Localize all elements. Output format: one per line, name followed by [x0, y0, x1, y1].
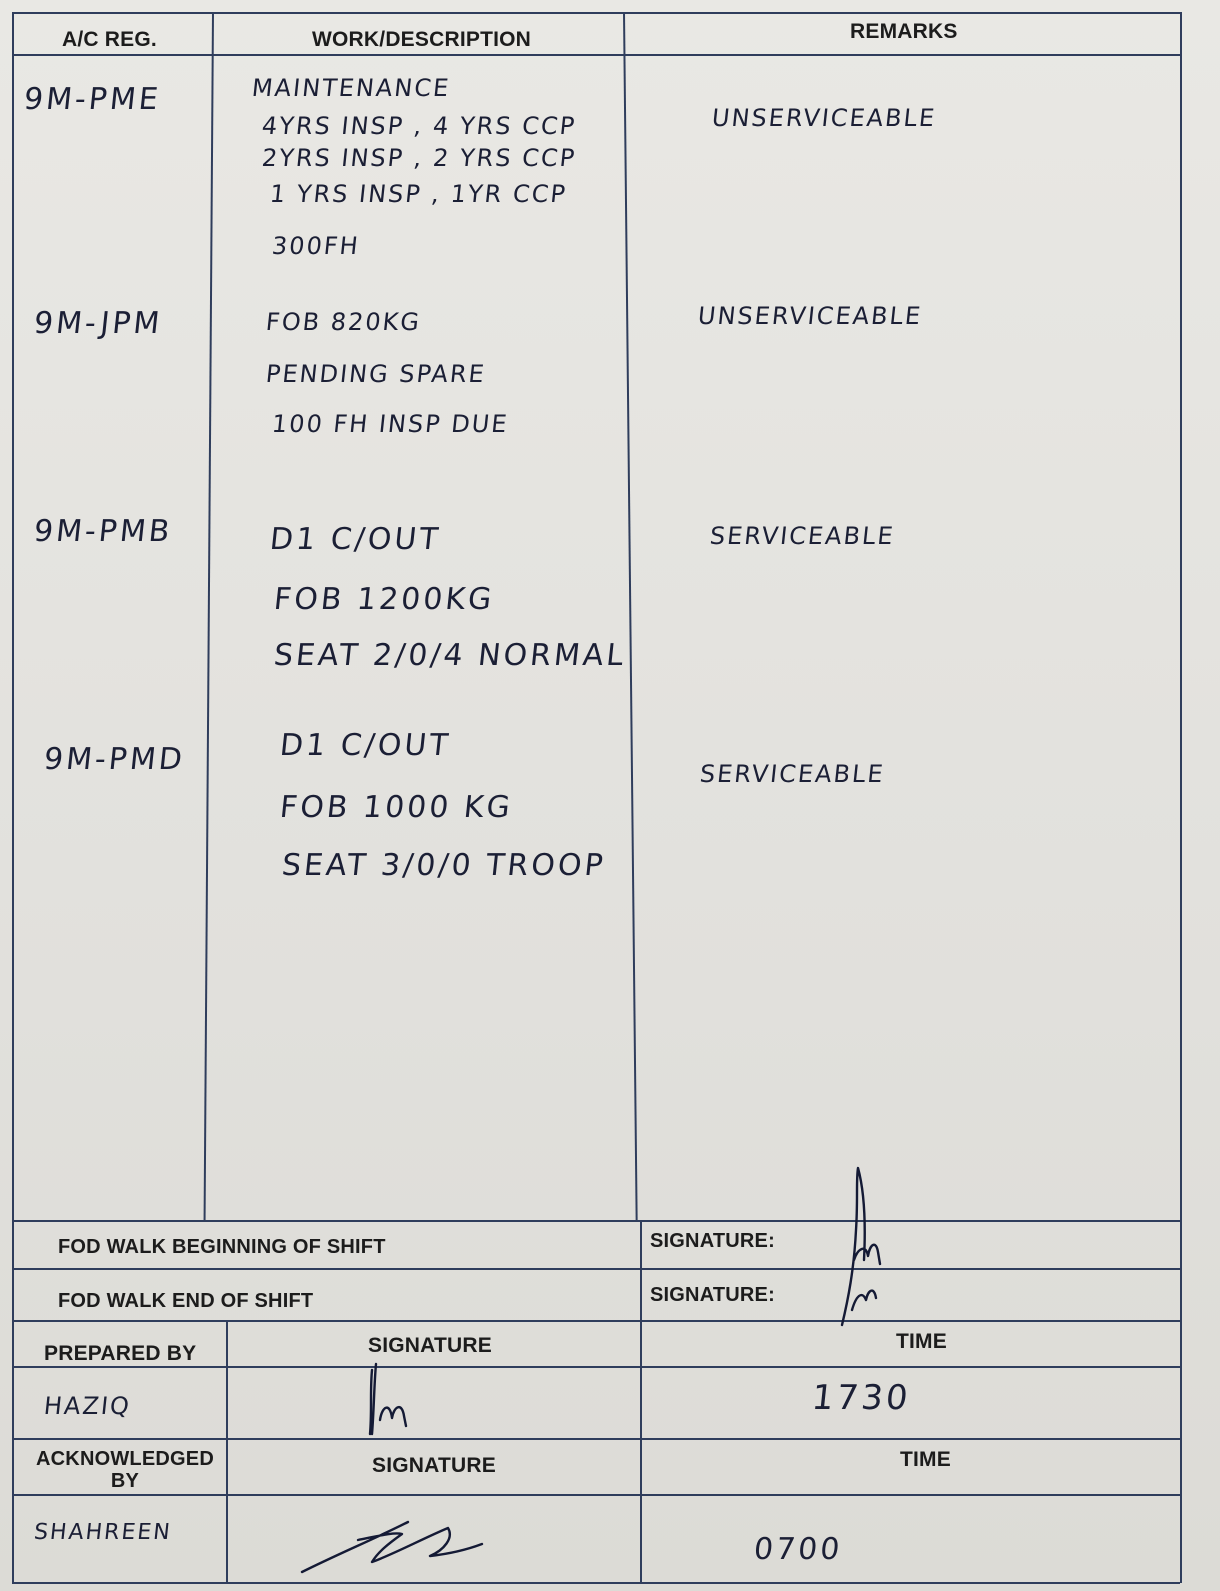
entry-remark: UNSERVICEABLE	[710, 104, 938, 132]
acknowledged-name: SHAHREEN	[32, 1520, 173, 1545]
table-bottom-rule	[12, 1220, 1180, 1222]
header-bottom-rule	[12, 54, 1180, 56]
right-rule	[1180, 12, 1182, 1583]
fod-walk-begin-label: FOD WALK BEGINNING OF SHIFT	[58, 1236, 386, 1258]
header-ac-reg: A/C REG.	[62, 28, 157, 51]
entry-work-line: D1 C/OUT	[268, 522, 443, 557]
entry-work-line: 300FH	[270, 232, 362, 260]
col-divider-2	[623, 12, 638, 1222]
entry-remark: UNSERVICEABLE	[696, 302, 924, 330]
entry-work-line: MAINTENANCE	[250, 74, 452, 102]
acknowledged-signature-label: SIGNATURE	[372, 1454, 496, 1477]
ack-header-rule	[12, 1494, 1180, 1496]
entry-work-line: SEAT 3/0/0 TROOP	[280, 848, 608, 883]
entry-work-line: 1 YRS INSP , 1YR CCP	[268, 180, 569, 208]
entry-reg: 9M-PME	[22, 82, 163, 117]
entry-work-line: FOB 1200KG	[272, 582, 497, 617]
acknowledged-time: 0700	[752, 1532, 845, 1567]
entry-work-line: FOB 820KG	[264, 308, 423, 336]
prepared-name: HAZIQ	[42, 1392, 133, 1420]
prepared-header-rule	[12, 1366, 1180, 1368]
acknowledged-signature-image	[298, 1510, 488, 1576]
fod-walk-end-label: FOD WALK END OF SHIFT	[58, 1290, 314, 1312]
entry-remark: SERVICEABLE	[698, 760, 887, 788]
prepared-by-label: PREPARED BY	[44, 1342, 197, 1365]
entry-reg: 9M-PMD	[42, 742, 187, 777]
footer-divider	[640, 1220, 642, 1582]
acknowledged-by-label: ACKNOWLEDGED BY	[36, 1448, 214, 1492]
prepared-time: 1730	[809, 1378, 913, 1418]
col-divider-1	[204, 12, 214, 1222]
prepared-time-label: TIME	[896, 1330, 947, 1353]
entry-work-line: 4YRS INSP , 4 YRS CCP	[260, 112, 578, 140]
fod-bottom-rule	[12, 1320, 1180, 1322]
fod-signature-image	[830, 1160, 910, 1330]
entry-reg: 9M-PMB	[32, 514, 175, 549]
header-remarks: REMARKS	[850, 20, 958, 43]
entry-work-line: 100 FH INSP DUE	[270, 410, 510, 438]
entry-work-line: 2YRS INSP , 2 YRS CCP	[260, 144, 578, 172]
fod-end-signature-label: SIGNATURE:	[650, 1284, 775, 1306]
bottom-rule	[12, 1582, 1180, 1584]
header-work-description: WORK/DESCRIPTION	[312, 28, 532, 51]
entry-work-line: FOB 1000 KG	[278, 790, 515, 825]
entry-remark: SERVICEABLE	[708, 522, 897, 550]
prepared-signature-label: SIGNATURE	[368, 1334, 492, 1357]
fod-mid-rule	[12, 1268, 1180, 1270]
top-rule	[12, 12, 1180, 14]
entry-work-line: PENDING SPARE	[264, 360, 488, 388]
fod-begin-signature-label: SIGNATURE:	[650, 1230, 775, 1252]
entry-reg: 9M-JPM	[32, 306, 165, 341]
entry-work-line: SEAT 2/0/4 NORMAL	[272, 638, 628, 673]
left-rule	[12, 12, 14, 1583]
entry-work-line: D1 C/OUT	[278, 728, 453, 763]
footer-divider-small	[226, 1320, 228, 1582]
prepared-signature-image	[366, 1360, 426, 1438]
acknowledged-time-label: TIME	[900, 1448, 951, 1471]
prepared-bottom-rule	[12, 1438, 1180, 1440]
